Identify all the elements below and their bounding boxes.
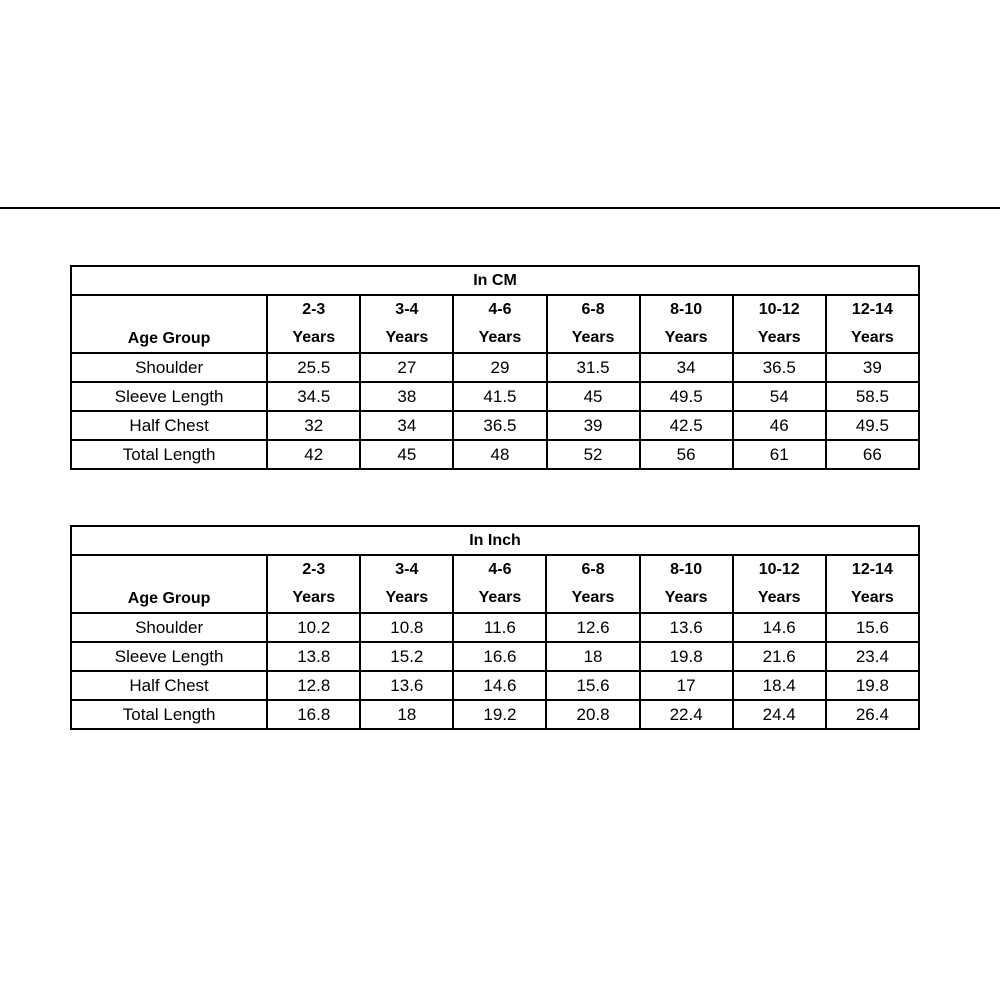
table-cell: 45 — [547, 382, 640, 411]
table-cell: 41.5 — [453, 382, 546, 411]
table-cell: 39 — [547, 411, 640, 440]
table-cell: 49.5 — [826, 411, 919, 440]
table-cell: 14.6 — [453, 671, 546, 700]
column-header: 2-3 Years — [267, 555, 360, 613]
table-cell: 24.4 — [733, 700, 826, 729]
table-cell: 42.5 — [640, 411, 733, 440]
table-cell: 10.8 — [360, 613, 453, 642]
table-cell: 34 — [360, 411, 453, 440]
table-cell: 36.5 — [453, 411, 546, 440]
table-cell: 10.2 — [267, 613, 360, 642]
column-header: 8-10 Years — [640, 555, 733, 613]
column-header: 3-4 Years — [360, 295, 453, 353]
table-cell: 54 — [733, 382, 826, 411]
table-cell: 49.5 — [640, 382, 733, 411]
column-header: 4-6 Years — [453, 295, 546, 353]
table-row — [71, 700, 919, 729]
table-row — [71, 411, 919, 440]
table-cell: 15.2 — [360, 642, 453, 671]
row-label: Shoulder — [71, 353, 267, 382]
table-row — [71, 382, 919, 411]
table-cell: 18.4 — [733, 671, 826, 700]
table-cell: 12.8 — [267, 671, 360, 700]
table-cell: 11.6 — [453, 613, 546, 642]
size-table-inch — [70, 525, 920, 730]
size-table-cm — [70, 265, 920, 470]
age-group-header: Age Group — [71, 555, 267, 613]
table-cell: 25.5 — [267, 353, 360, 382]
column-header: 10-12 Years — [733, 555, 826, 613]
row-label: Total Length — [71, 440, 267, 469]
table-cell: 31.5 — [547, 353, 640, 382]
table-cell: 19.8 — [826, 671, 919, 700]
row-label: Half Chest — [71, 411, 267, 440]
table-cell: 27 — [360, 353, 453, 382]
table-cell: 42 — [267, 440, 360, 469]
table-cell: 45 — [360, 440, 453, 469]
table-cell: 66 — [826, 440, 919, 469]
table-cell: 22.4 — [640, 700, 733, 729]
table-row — [71, 613, 919, 642]
column-header: 12-14 Years — [826, 555, 919, 613]
column-header: 10-12 Years — [733, 295, 826, 353]
table-cell: 13.8 — [267, 642, 360, 671]
table-cell: 34 — [640, 353, 733, 382]
row-label: Total Length — [71, 700, 267, 729]
table-title: In CM — [71, 266, 919, 295]
table-cell: 32 — [267, 411, 360, 440]
age-group-header: Age Group — [71, 295, 267, 353]
row-label: Sleeve Length — [71, 642, 267, 671]
table-cell: 29 — [453, 353, 546, 382]
table-row — [71, 353, 919, 382]
column-header: 2-3 Years — [267, 295, 360, 353]
table-cell: 12.6 — [546, 613, 639, 642]
table-cell: 21.6 — [733, 642, 826, 671]
table-cell: 16.8 — [267, 700, 360, 729]
table-cell: 39 — [826, 353, 919, 382]
table-title: In Inch — [71, 526, 919, 555]
table-cell: 16.6 — [453, 642, 546, 671]
column-header: 4-6 Years — [453, 555, 546, 613]
table-cell: 48 — [453, 440, 546, 469]
table-cell: 14.6 — [733, 613, 826, 642]
column-header: 3-4 Years — [360, 555, 453, 613]
horizontal-divider — [0, 207, 1000, 209]
table-row — [71, 671, 919, 700]
table-cell: 34.5 — [267, 382, 360, 411]
table-cell: 56 — [640, 440, 733, 469]
table-cell: 46 — [733, 411, 826, 440]
table-cell: 13.6 — [360, 671, 453, 700]
table-row — [71, 440, 919, 469]
column-header: 6-8 Years — [546, 555, 639, 613]
table-cell: 52 — [547, 440, 640, 469]
table-row — [71, 642, 919, 671]
table-cell: 26.4 — [826, 700, 919, 729]
table-cell: 23.4 — [826, 642, 919, 671]
table-cell: 15.6 — [826, 613, 919, 642]
table-cell: 18 — [360, 700, 453, 729]
row-label: Sleeve Length — [71, 382, 267, 411]
table-cell: 15.6 — [546, 671, 639, 700]
table-cell: 18 — [546, 642, 639, 671]
column-header: 12-14 Years — [826, 295, 919, 353]
row-label: Half Chest — [71, 671, 267, 700]
table-cell: 38 — [360, 382, 453, 411]
table-cell: 17 — [640, 671, 733, 700]
column-header: 8-10 Years — [640, 295, 733, 353]
table-cell: 61 — [733, 440, 826, 469]
column-header: 6-8 Years — [547, 295, 640, 353]
table-cell: 36.5 — [733, 353, 826, 382]
table-cell: 19.2 — [453, 700, 546, 729]
table-cell: 19.8 — [640, 642, 733, 671]
table-cell: 58.5 — [826, 382, 919, 411]
table-cell: 20.8 — [546, 700, 639, 729]
row-label: Shoulder — [71, 613, 267, 642]
table-cell: 13.6 — [640, 613, 733, 642]
